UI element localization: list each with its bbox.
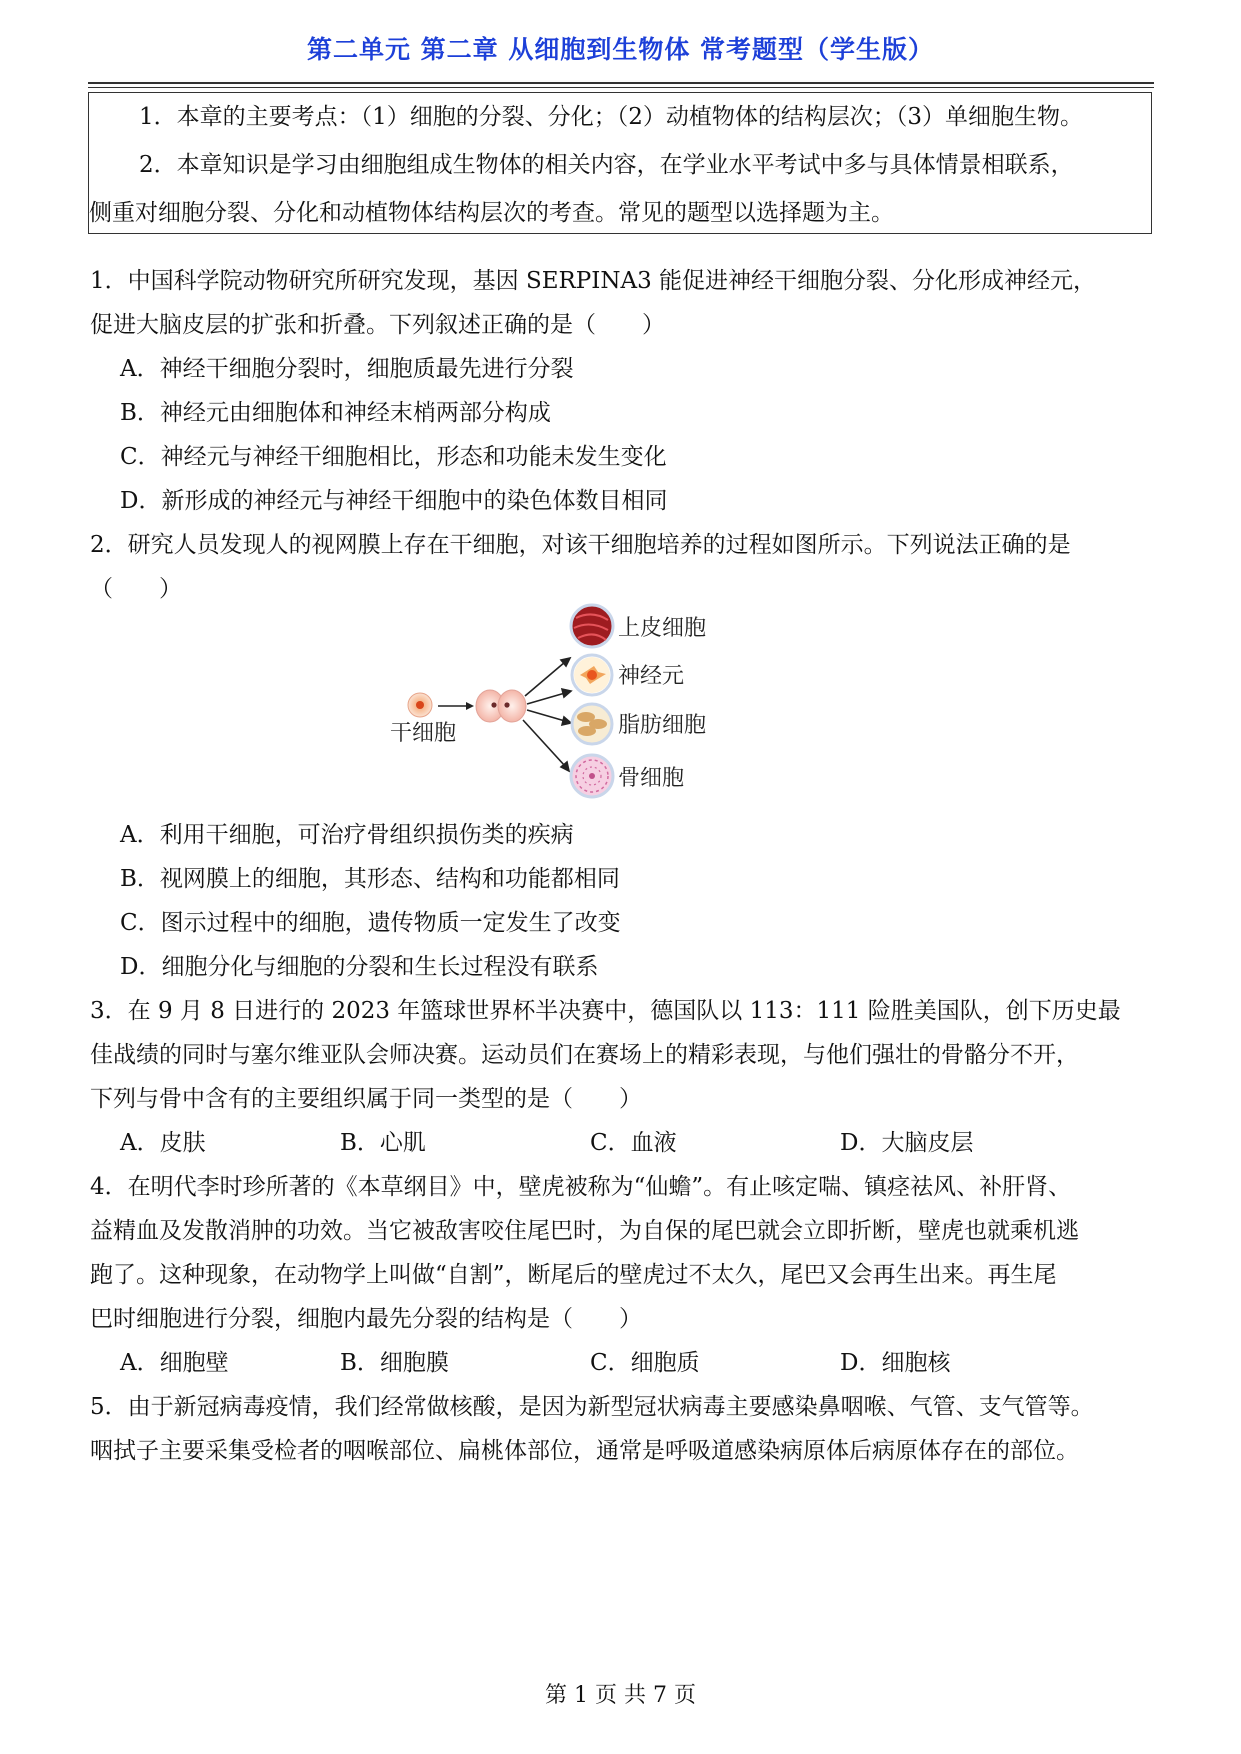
q2-option-a: A．利用干细胞，可治疗骨组织损伤类的疾病: [120, 822, 574, 848]
q4-option-c: C．细胞质: [590, 1350, 700, 1376]
q5-stem-line-1: 5．由于新冠病毒疫情，我们经常做核酸，是因为新型冠状病毒主要感染鼻咽喉、气管、支气管等。: [90, 1394, 1094, 1420]
fat-cell-icon: [572, 704, 612, 744]
bone-cell-icon: [571, 755, 613, 797]
dividing-cell-icon: [476, 690, 526, 722]
q4-stem-line-2: 益精血及发散消肿的功效。当它被敌害咬住尾巴时，为自保的尾巴就会立即折断，壁虎也就乘机逃: [90, 1218, 1079, 1244]
q3-stem-line-3: 下列与骨中含有的主要组织属于同一类型的是（ ）: [90, 1086, 642, 1112]
q2-option-d: D．细胞分化与细胞的分裂和生长过程没有联系: [120, 954, 599, 980]
stem-cell-group: [408, 693, 432, 717]
q1-stem-line-1: 1．中国科学院动物研究所研究发现，基因 SERPINA3 能促进神经干细胞分裂、分化形成神经元，: [90, 268, 1097, 294]
q4-stem-line-4: 巴时细胞进行分裂，细胞内最先分裂的结构是（ ）: [90, 1306, 642, 1332]
intro-line-1: 1．本章的主要考点：（1）细胞的分裂、分化；（2）动植物体的结构层次；（3）单细胞生物。: [139, 104, 1084, 130]
differentiated-cells: [560, 600, 820, 810]
neuron-icon: [572, 655, 612, 695]
q3-option-c: C．血液: [590, 1130, 677, 1156]
q4-stem-line-3: 跑了。这种现象，在动物学上叫做“自割”，断尾后的壁虎过不太久，尾巴又会再生出来。再生尾: [90, 1262, 1057, 1288]
epithelial-cell-label: 上皮细胞: [618, 616, 707, 641]
intro-box: [88, 92, 1152, 234]
q1-option-d: D．新形成的神经元与神经干细胞中的染色体数目相同: [120, 488, 668, 514]
q4-option-a: A．细胞壁: [120, 1350, 229, 1376]
q5-stem-line-2: 咽拭子主要采集受检者的咽喉部位、扁桃体部位，通常是呼吸道感染病原体后病原体存在的部位。: [90, 1438, 1079, 1464]
q2-stem-line-2: （ ）: [90, 576, 182, 602]
q3-stem-line-1: 3．在 9 月 8 日进行的 2023 年篮球世界杯半决赛中，德国队以 113：111 险胜美国队，创下历史最: [90, 998, 1121, 1024]
intro-line-3: 侧重对细胞分裂、分化和动植物体结构层次的考查。常见的题型以选择题为主。: [89, 200, 894, 226]
q1-option-b: B．神经元由细胞体和神经末梢两部分构成: [120, 400, 551, 426]
q4-option-b: B．细胞膜: [340, 1350, 449, 1376]
header-rule-thin: [88, 87, 1154, 88]
q4-option-d: D．细胞核: [840, 1350, 951, 1376]
q2-stem-line-1: 2．研究人员发现人的视网膜上存在干细胞，对该干细胞培养的过程如图所示。下列说法正确的是: [90, 532, 1071, 558]
q1-stem-line-2: 促进大脑皮层的扩张和折叠。下列叙述正确的是（ ）: [90, 312, 665, 338]
fat-cell-label: 脂肪细胞: [618, 713, 707, 738]
q1-option-c: C．神经元与神经干细胞相比，形态和功能未发生变化: [120, 444, 667, 470]
page-footer: 第 1 页 共 7 页: [545, 1683, 696, 1708]
q2-option-b: B．视网膜上的细胞，其形态、结构和功能都相同: [120, 866, 620, 892]
intro-line-2: 2．本章知识是学习由细胞组成生物体的相关内容，在学业水平考试中多与具体情景相联系，: [139, 152, 1074, 178]
neuron-label: 神经元: [618, 664, 685, 689]
q3-option-a: A．皮肤: [120, 1130, 206, 1156]
bone-cell-label: 骨细胞: [618, 766, 685, 791]
q1-option-a: A．神经干细胞分裂时，细胞质最先进行分裂: [120, 356, 574, 382]
header-rule-thick: [88, 82, 1154, 84]
stem-cell-label: 干细胞: [390, 721, 457, 746]
q4-stem-line-1: 4．在明代李时珍所著的《本草纲目》中，壁虎被称为“仙蟾”。有止咳定喘、镇痉祛风、补肝肾、: [90, 1174, 1072, 1200]
q3-option-d: D．大脑皮层: [840, 1130, 974, 1156]
q3-stem-line-2: 佳战绩的同时与塞尔维亚队会师决赛。运动员们在赛场上的精彩表现，与他们强壮的骨骼分不开，: [90, 1042, 1079, 1068]
q3-option-b: B．心肌: [340, 1130, 426, 1156]
page-header-title: 第二单元 第二章 从细胞到生物体 常考题型（学生版）: [306, 35, 935, 64]
q2-option-c: C．图示过程中的细胞，遗传物质一定发生了改变: [120, 910, 621, 936]
epithelial-cell-icon: [571, 605, 613, 647]
